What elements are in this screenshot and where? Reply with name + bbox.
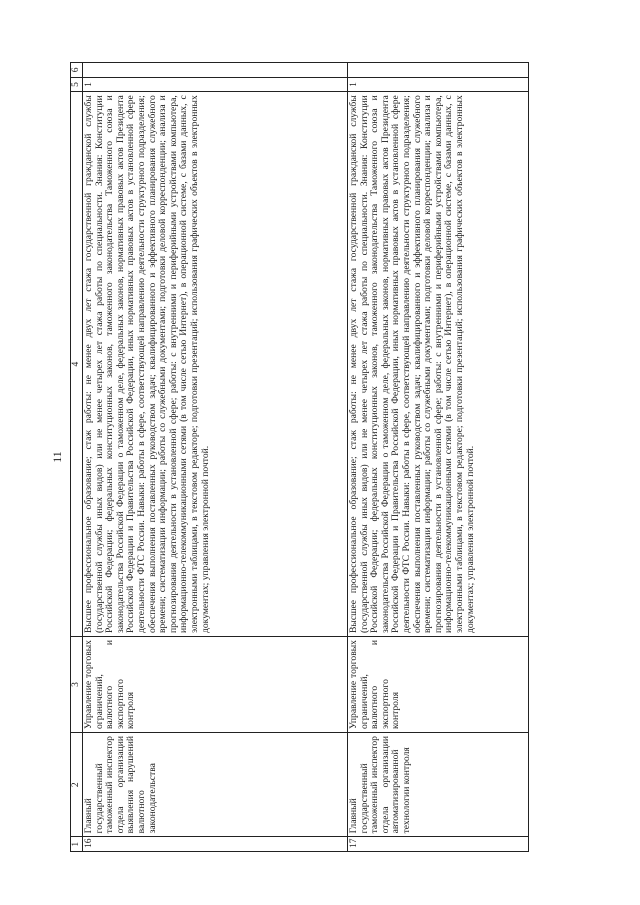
empty-cell — [83, 63, 348, 78]
qualification-requirements: Высшее профессиональное образование; стаж работы: не менее двух лет стажа государственной гражданской службы (государственной службы иных видов) или не менее четырех лет стажа работы по специальности. Знания: Конституции Российской Федерации; федеральных конституционных законов, таможенного законодательства Таможенного союза и законодательства Российской Федерации о таможенном деле, федеральных законов, нормативных правовых актов Президента Российской Федерации и Правительства Российской Федерации, иных нормативных правовых актов в установленной сфере деятельности ФТС России. Навыки: работы в сфере, соответствующей направлению деятельности структурного подразделения; обеспечения выполнения поставленных руководством задач; квалифицированного и эффективного планирования служебного времени; систематизации информации; работы со служебными документами; подготовки деловой корреспонденции; анализа и прогнозирования деятельности в установленной сфере; работы: с внутренними и периферийными устройствами компьютера, информационно-телекоммуникационными сетями (в том числе сетью Интернет), в операционной системе, с базами данных, с электронными таблицами, в текстовом редакторе; подготовки презентаций; использования графических объектов в электронных документах; управления электронной почтой. — [348, 92, 529, 637]
row-number: 16 — [83, 837, 348, 852]
count-cell: 1 — [348, 77, 529, 92]
count-cell: 1 — [83, 77, 348, 92]
table-row — [348, 63, 529, 852]
document-page — [50, 62, 550, 852]
header-cell-3: 3 — [71, 637, 83, 733]
row-number: 17 — [348, 837, 529, 852]
position-title: Главный государственный таможенный инспектор отдела организации выявления нарушений валютного законодательства — [83, 733, 348, 837]
department-name: Управление торговых ограничений, валютного и экспортного контроля — [348, 637, 529, 733]
table-header-row — [71, 63, 83, 852]
header-cell-2: 2 — [71, 733, 83, 837]
position-title: Главный государственный таможенный инспектор отдела организации автоматизированной технологии контроля — [348, 733, 529, 837]
qualification-requirements: Высшее профессиональное образование; стаж работы: не менее двух лет стажа государственной гражданской службы (государственной службы иных видов) или не менее четырех лет стажа работы по специальности. Знания: Конституции Российской Федерации; федеральных конституционных законов, таможенного законодательства Таможенного союза и законодательства Российской Федерации о таможенном деле, федеральных законов, нормативных правовых актов Президента Российской Федерации и Правительства Российской Федерации, иных нормативных правовых актов в установленной сфере деятельности ФТС России. Навыки: работы в сфере, соответствующей направлению деятельности структурного подразделения; обеспечения выполнения поставленных руководством задач; квалифицированного и эффективного планирования служебного времени; систематизации информации; работы со служебными документами; подготовки деловой корреспонденции; анализа и прогнозирования деятельности в установленной сфере; работы: с внутренними и периферийными устройствами компьютера, информационно-телекоммуникационными сетями (в том числе сетью Интернет), в операционной системе, с базами данных, с электронными таблицами, в текстовом редакторе; подготовки презентаций; использования графических объектов в электронных документах; управления электронной почтой. — [83, 92, 348, 637]
department-name: Управление торговых ограничений, валютного и экспортного контроля — [83, 637, 348, 733]
header-cell-6: 6 — [71, 63, 83, 78]
page-number: 11 — [50, 451, 64, 463]
table-row — [83, 63, 348, 852]
positions-table — [70, 62, 529, 852]
header-cell-1: 1 — [71, 837, 83, 852]
header-cell-5: 5 — [71, 77, 83, 92]
header-cell-4: 4 — [71, 92, 83, 637]
empty-cell — [348, 63, 529, 78]
